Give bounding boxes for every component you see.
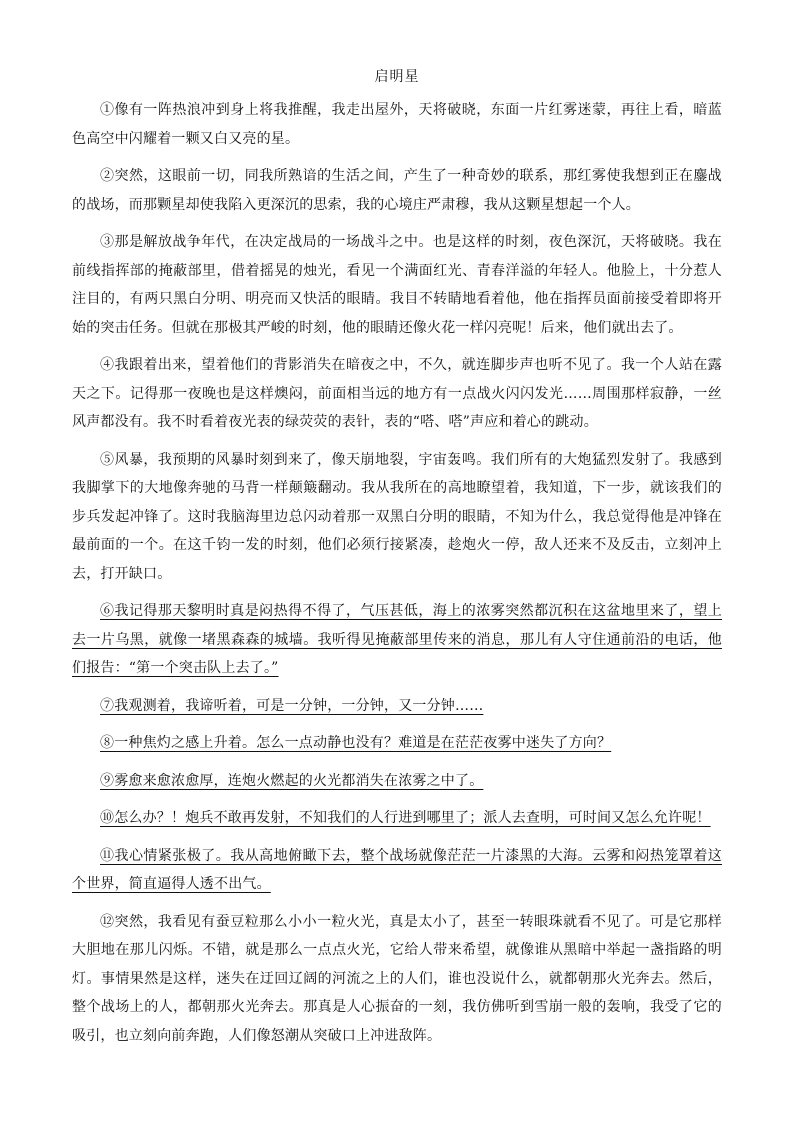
paragraph: ②突然，这眼前一切，同我所熟谙的生活之间，产生了一种奇妙的联系，那红雾使我想到正在鏖战的战场，而那颗星却使我陷入更深沉的思索，我的心境庄严肃穆，我从这颗星想起一个人。 xyxy=(72,168,722,213)
paragraph: ⑨雾愈来愈浓愈厚，连炮火燃起的火光都消失在浓雾之中了。 xyxy=(100,772,484,789)
paragraph: ⑦我观测着，我谛听着，可是一分钟，一分钟，又一分钟…… xyxy=(100,697,484,714)
paragraph: ①像有一阵热浪冲到身上将我推醒，我走出屋外，天将破晓，东面一片红雾迷蒙，再往上看，暗蓝色高空中闪耀着一颗又白又亮的星。 xyxy=(72,102,722,147)
paragraph: ⑥我记得那天黎明时真是闷热得不得了，气压甚低，海上的浓雾突然都沉积在这盆地里来了，望上去一片乌黑，就像一堵黑森森的城墙。我听得见掩蔽部里传来的消息，那儿有人守住通前沿的电话，他们报告：“第一个突击队上去了。” xyxy=(72,603,722,676)
paragraph: ④我跟着出来，望着他们的背影消失在暗夜之中，不久，就连脚步声也听不见了。我一个人站在露天之下。记得那一夜晚也是这样燠闷，前面相当远的地方有一点战火闪闪发光……周围那样寂静，一丝风声都没有。我不时看着夜光表的绿荧荧的表针，表的“嗒、嗒”声应和着心的跳动。 xyxy=(72,357,722,430)
paragraph: ⑩怎么办？！炮兵不敢再发射，不知我们的人行进到哪里了；派人去查明，可时间又怎么允许呢！ xyxy=(100,810,711,826)
paragraph: ⑤风暴，我预期的风暴时刻到来了，像天崩地裂，宇宙轰鸣。我们所有的大炮猛烈发射了。我感到我脚掌下的大地像奔驰的马背一样颠簸翻动。我从我所在的高地瞭望着，我知道，下一步，就该我们的步兵发起冲锋了。这时我脑海里边总闪动着那一双黑白分明的眼睛，不知为什么，我总觉得他是冲锋在最前面的一个。在这千钧一发的时刻，他们必须行接紧凑，趁炮火一停，敌人还来不及反击，立刻冲上去，打开缺口。 xyxy=(72,451,722,582)
paragraph: ⑫突然，我看见有蚕豆粒那么小小一粒火光，真是太小了，甚至一转眼珠就看不见了。可是它那样大胆地在那儿闪烁。不错，就是那么一点点火光，它给人带来希望，就像谁从黑暗中举起一盏指路的明灯。事情果然是这样，迷失在迂回辽阔的河流之上的人们，谁也没说什么，就都朝那火光奔去。然后，整个战场上的人，都朝那火光奔去。那真是人心振奋的一刻，我仿佛听到雪崩一般的轰响，我受了它的吸引，也立刻向前奔跑，人们像怒潮从突破口上冲进敌阵。 xyxy=(72,913,722,1044)
paragraph: ③那是解放战争年代，在决定战局的一场战斗之中。也是这样的时刻，夜色深沉，天将破晓。我在前线指挥部的掩蔽部里，借着摇晃的烛光，看见一个满面红光、青春洋溢的年轻人。他脸上，十分惹人注目的，有两只黑白分明、明亮而又快活的眼睛。我目不转睛地看着他，他在指挥员面前接受着即将开始的突击任务。但就在那极其严峻的时刻，他的眼睛还像火花一样闪亮呢！后来，他们就出去了。 xyxy=(72,234,722,336)
paragraph: ⑧一种焦灼之感上升着。怎么一点动静也没有？难道是在茫茫夜雾中迷失了方向？ xyxy=(100,735,612,751)
document-title: 启明星 xyxy=(374,69,420,85)
document-body xyxy=(72,96,722,1059)
paragraph: ⑪我心情紧张极了。我从高地俯瞰下去，整个战场就像茫茫一片漆黑的大海。云雾和闷热笼罩着这个世界，简直逼得人透不出气。 xyxy=(72,847,722,892)
